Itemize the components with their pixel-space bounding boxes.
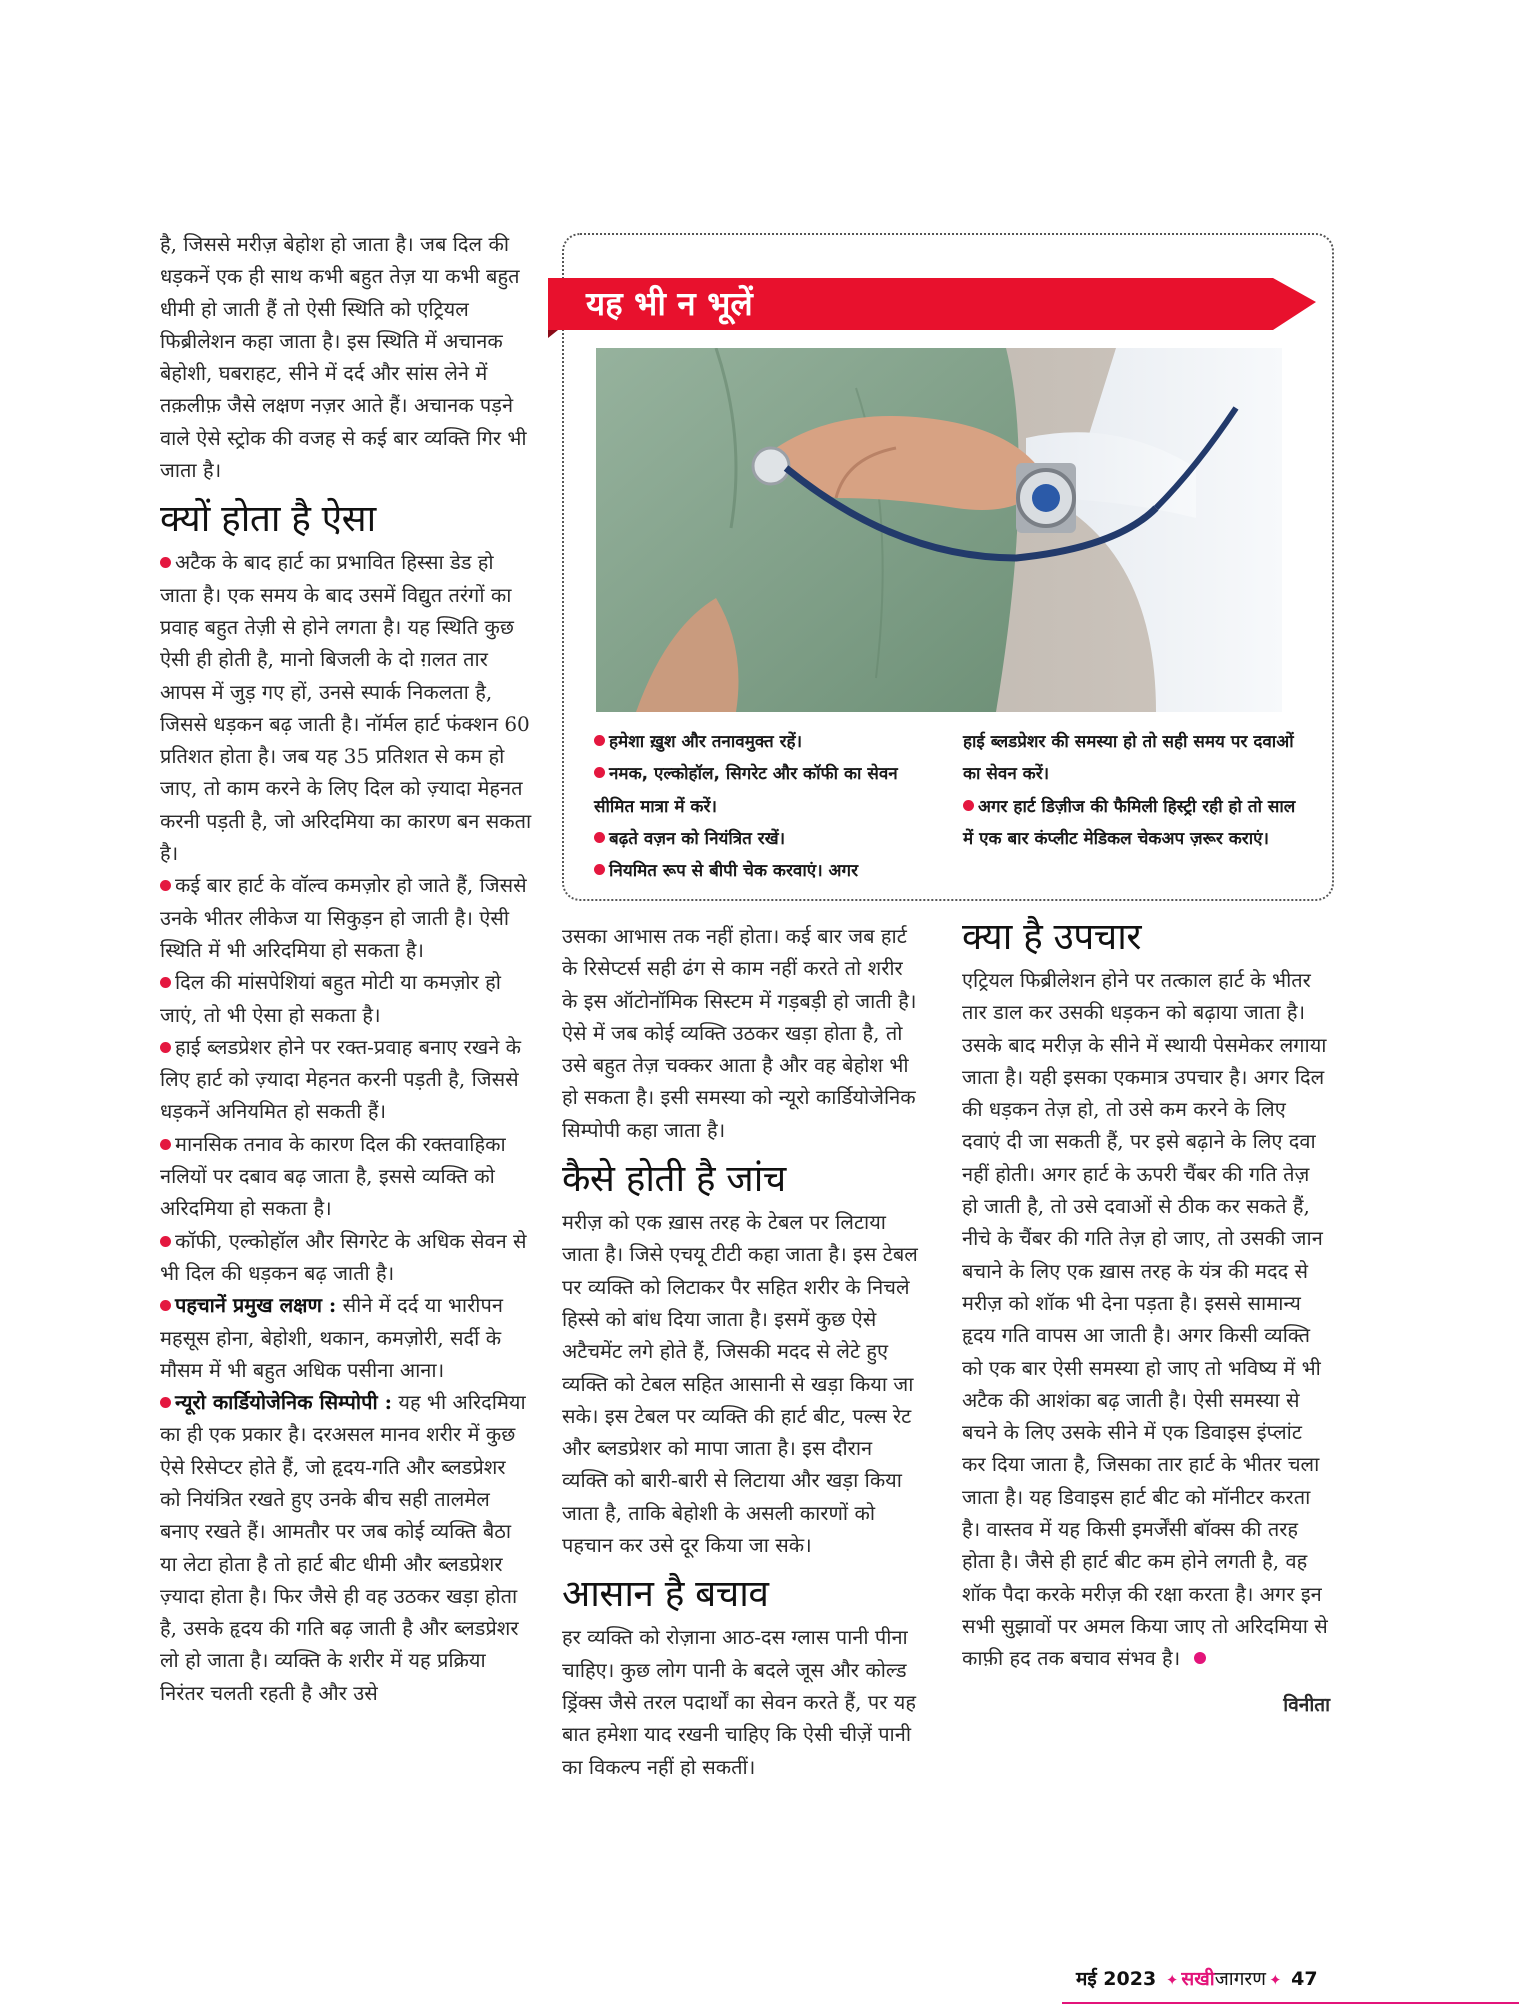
prevention-paragraph: हर व्यक्ति को रोज़ाना आठ-दस ग्लास पानी पीना चाहिए। कुछ लोग पानी के बदले जूस और कोल्ड ड्रिंक्स जैसे तरल पदार्थों का सेवन करते हैं, पर यह बात हमेशा याद रखनी चाहिए कि ऐसी चीज़ें पानी का विकल्प नहीं हो सकतीं। <box>562 1625 916 1779</box>
bullet-dot-icon <box>594 832 605 843</box>
bullet-item: अटैक के बाद हार्ट का प्रभावित हिस्सा डेड हो जाता है। एक समय के बाद उसमें विद्युत तरंगों का प्रवाह बहुत तेज़ी से होने लगता है। यह स्थिति कुछ ऐसी ही होती है, मानो बिजली के दो ग़लत तार आपस में जुड़ गए हों, उनसे स्पार्क निकलता है, जिससे धड़कन बढ़ जाती है। नॉर्मल हार्ट फंक्शन 60 प्रतिशत होता है। जब यह 35 प्रतिशत से कम हो जाए, तो काम करने के लिए दिल को ज़्यादा मेहनत करनी पड़ती है, जो अरिदमिया का कारण बन सकता है। <box>160 550 532 866</box>
page-number: 47 <box>1291 1968 1318 1990</box>
brand-name-part2: जागरण <box>1214 1968 1266 1990</box>
bullet-dot-icon <box>160 1042 171 1053</box>
intro-paragraph: है, जिससे मरीज़ बेहोश हो जाता है। जब दिल की धड़कनें एक ही साथ कभी बहुत तेज़ या कभी बहुत धीमी हो जाती हैं तो ऐसी स्थिति को एट्रियल फिब्रीलेशन कहा जाता है। इस स्थिति में अचानक बेहोशी, घबराहट, सीने में दर्द और सांस लेने में तक़लीफ़ जैसे लक्षण नज़र आते हैं। अचानक पड़ने वाले ऐसे स्ट्रोक की वजह से कई बार व्यक्ति गिर भी जाता है। <box>160 232 527 483</box>
bullet-dot-icon <box>594 767 605 778</box>
bullet-item: कॉफी, एल्कोहॉल और सिगरेट के अधिक सेवन से भी दिल की धड़कन बढ़ जाती है। <box>160 1228 527 1285</box>
tip-continuation: हाई ब्लडप्रेशर की समस्या हो तो सही समय पर दवाओं का सेवन करें। <box>963 732 1294 785</box>
tip-item: नमक, एल्कोहॉल, सिगरेट और कॉफी का सेवन सीमित मात्रा में करें। <box>594 764 898 817</box>
callout-banner <box>548 272 1316 338</box>
page-footer <box>1076 1965 1318 1991</box>
callout-title: यह भी न भूलें <box>586 284 753 323</box>
heading-diagnosis: कैसे होती है जांच <box>562 1157 786 1201</box>
bullet-dot-icon <box>160 557 171 568</box>
heading-treatment: क्या है उपचार <box>962 915 1142 958</box>
bullet-dot-icon <box>160 880 171 891</box>
tip-item: अगर हार्ट डिज़ीज की फैमिली हिस्ट्री रही हो तो साल में एक बार कंप्लीट मेडिकल चेकअप ज़रूर कराएं। <box>963 796 1296 849</box>
tips-right <box>963 726 1303 855</box>
column-middle <box>562 920 924 1783</box>
bullet-item: दिल की मांसपेशियां बहुत मोटी या कमज़ोर हो जाएं, तो भी ऐसा हो सकता है। <box>160 970 501 1027</box>
bullet-dot-icon <box>160 1397 171 1408</box>
star-icon: ✦ <box>1165 1971 1179 1989</box>
continuation-paragraph: उसका आभास तक नहीं होता। कई बार जब हार्ट के रिसेप्टर्स सही ढंग से काम नहीं करते तो शरीर के इस ऑटोनॉमिक सिस्टम में गड़बड़ी हो जाती है। ऐसे में जब कोई व्यक्ति उठकर खड़ा होता है, तो उसे बहुत तेज़ चक्कर आता है और वह बेहोश भी हो सकता है। इसी समस्या को न्यूरो कार्डियोजेनिक सिम्पोपी कहा जाता है। <box>562 924 917 1142</box>
brand-name-part1: सखी <box>1181 1968 1215 1990</box>
bullet-item: मानसिक तनाव के कारण दिल की रक्तवाहिका नलियों पर दबाव बढ़ जाता है, इससे व्यक्ति को अरिदमिया हो सकता है। <box>160 1131 506 1221</box>
bullet-dot-icon <box>160 1139 171 1150</box>
tip-item: नियमित रूप से बीपी चेक करवाएं। अगर <box>594 855 934 887</box>
doctor-stethoscope-photo <box>596 348 1282 712</box>
bullet-dot-icon <box>160 1300 171 1311</box>
column-right <box>962 915 1330 1721</box>
end-mark-icon <box>1194 1652 1206 1664</box>
footer-rule <box>1062 2002 1519 2004</box>
bullet-dot-icon <box>594 864 605 875</box>
bullet-item: कई बार हार्ट के वॉल्व कमज़ोर हो जाते हैं, जिससे उनके भीतर लीकेज या सिकुड़न हो जाती है। ऐसी स्थिति में भी अरिदमिया हो सकता है। <box>160 873 527 962</box>
tip-item: हमेशा ख़ुश और तनावमुक्त रहें। <box>594 726 934 758</box>
treatment-paragraph: एट्रियल फिब्रीलेशन होने पर तत्काल हार्ट के भीतर तार डाल कर उसकी धड़कन को बढ़ाया जाता है। उसके बाद मरीज़ के सीने में स्थायी पेसमेकर लगाया जाता है। यही इसका एकमात्र उपचार है। अगर दिल की धड़कन तेज़ हो, तो उसे कम करने के लिए दवाएं दी जा सकती हैं, पर इसे बढ़ाने के लिए दवा नहीं होती। अगर हार्ट के ऊपरी चैंबर की गति तेज़ हो जाती है, तो उसे दवाओं से ठीक कर सकते हैं, नीचे के चैंबर की गति तेज़ हो जाए, तो उसकी जान बचाने के लिए एक ख़ास तरह के यंत्र की मदद से मरीज़ को शॉक भी देना पड़ता है। इससे सामान्य हृदय गति वापस आ जाती है। अगर किसी व्यक्ति को एक बार ऐसी समस्या हो जाए तो भविष्य में भी अटैक की आशंका बढ़ जाती है। ऐसी समस्या से बचने के लिए उसके सीने में एक डिवाइस इंप्लांट कर दिया जाता है, जिसका तार हार्ट के भीतर चला जाता है। यह डिवाइस हार्ट बीट को मॉनीटर करता है। वास्तव में यह किसी इमर्जेंसी बॉक्स की तरह होता है। जैसे ही हार्ट बीट कम होने लगती है, वह शॉक पैदा करके मरीज़ की रक्षा करता है। अगर इन सभी सुझावों पर अमल किया जाए तो अरिदमिया से काफ़ी हद तक बचाव संभव है। <box>962 968 1328 1671</box>
diagnosis-paragraph: मरीज़ को एक ख़ास तरह के टेबल पर लिटाया जाता है। जिसे एचयू टीटी कहा जाता है। इस टेबल पर व्यक्ति को लिटाकर पैर सहित शरीर के निचले हिस्से को बांध दिया जाता है। इसमें कुछ ऐसे अटैचमेंट लगे होते हैं, जिसकी मदद से लेटे हुए व्यक्ति को टेबल सहित आसानी से खड़ा किया जा सके। इस टेबल पर व्यक्ति की हार्ट बीट, पल्स रेट और ब्लडप्रेशर को मापा जाता है। इस दौरान व्यक्ति को बारी-बारी से लिटाया और खड़ा किया जाता है, ताकि बेहोशी के असली कारणों को पहचान कर उसे दूर किया जा सके। <box>562 1210 918 1558</box>
neuro-label: न्यूरो कार्डियोजेनिक सिम्पोपी : <box>175 1390 392 1415</box>
column-left <box>160 228 532 1709</box>
tips-left <box>594 726 934 887</box>
bullet-dot-icon <box>594 735 605 746</box>
symptoms-item: पहचानें प्रमुख लक्षण : सीने में दर्द या भारीपन महसूस होना, बेहोशी, थकान, कमज़ोरी, सर्दी के मौसम में भी बहुत अधिक पसीना आना। <box>160 1293 503 1382</box>
bullet-dot-icon <box>963 800 974 811</box>
heading-why: क्यों होता है ऐसा <box>160 497 376 541</box>
star-icon: ✦ <box>1268 1971 1282 1989</box>
heading-prevention: आसान है बचाव <box>562 1572 769 1616</box>
bullet-item: हाई ब्लडप्रेशर होने पर रक्त-प्रवाह बनाए रखने के लिए हार्ट को ज़्यादा मेहनत करनी पड़ती है, जिससे धड़कनें अनियमित हो सकती हैं। <box>160 1034 522 1124</box>
neuro-item: न्यूरो कार्डियोजेनिक सिम्पोपी : यह भी अरिदमिया का ही एक प्रकार है। दरअसल मानव शरीर में कुछ ऐसे रिसेप्टर होते हैं, जो हृदय-गति और ब्लडप्रेशर को नियंत्रित रखते हुए उनके बीच सही तालमेल बनाए रखते हैं। आमतौर पर जब कोई व्यक्ति बैठा या लेटा होता है तो हार्ट बीट धीमी और ब्लडप्रेशर ज़्यादा होता है। फिर जैसे ही वह उठकर खड़ा होता है, उसके हृदय की गति बढ़ जाती है और ब्लडप्रेशर लो हो जाता है। व्यक्ति के शरीर में यह प्रक्रिया निरंतर चलती रहती है और उसे <box>160 1390 526 1705</box>
symptoms-label: पहचानें प्रमुख लक्षण : <box>175 1293 337 1318</box>
tip-item: बढ़ते वज़न को नियंत्रित रखें। <box>594 823 934 855</box>
bullet-dot-icon <box>160 977 171 988</box>
issue-month: मई 2023 <box>1076 1968 1157 1990</box>
byline: विनीता <box>1283 1693 1330 1716</box>
bullet-dot-icon <box>160 1236 171 1247</box>
